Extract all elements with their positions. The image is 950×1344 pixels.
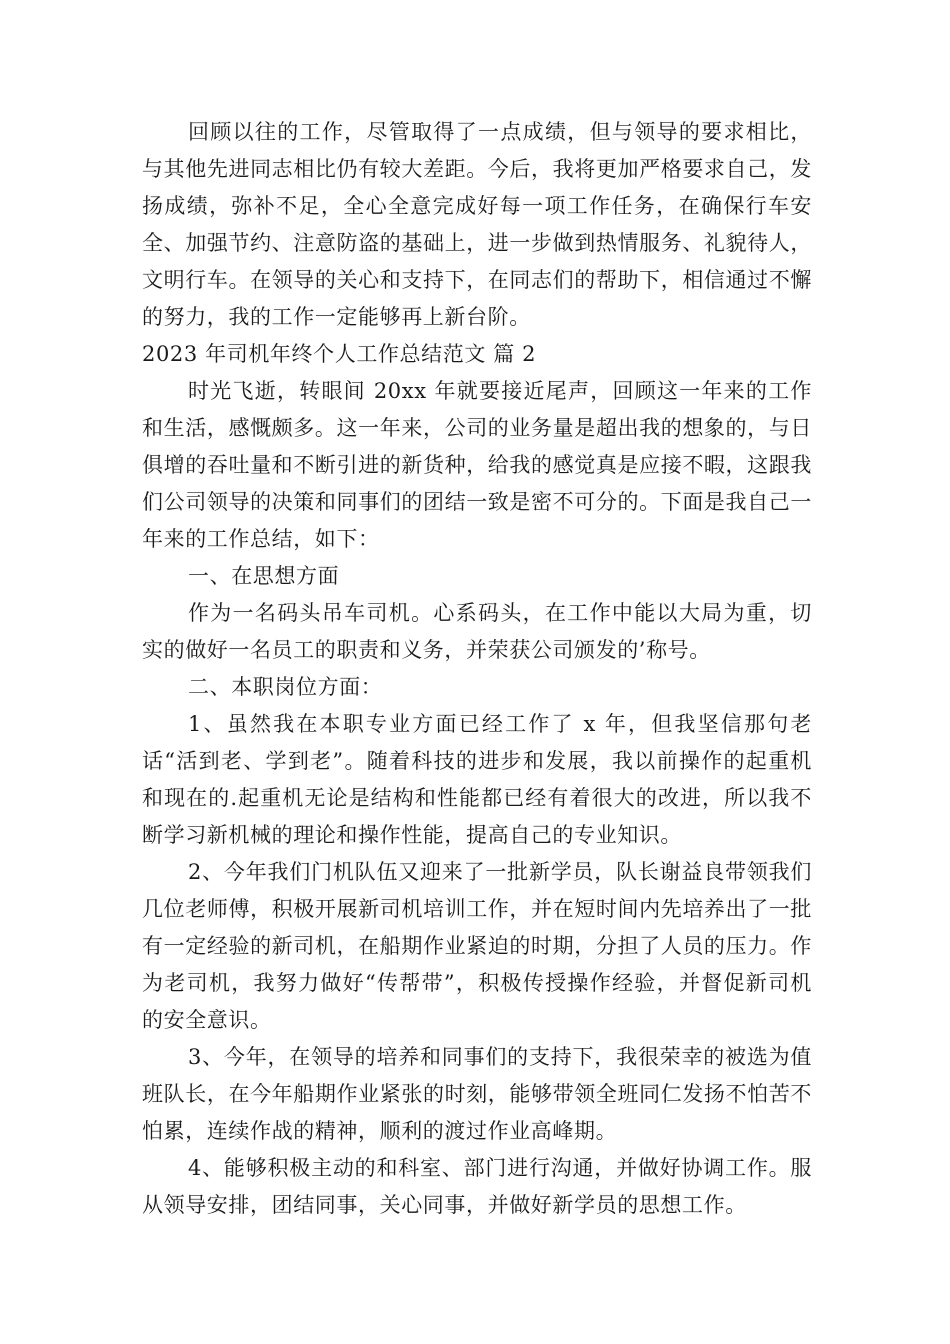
paragraph-intro: 时光飞逝，转眼间 20xx 年就要接近尾声，回顾这一年来的工作和生活，感慨颇多。这一年来，公司的业务量是超出我的想象的，与日俱增的吞吐量和不断引进的新货种，给我的感觉真是应接不暇，这跟我们公司领导的决策和同事们的团结一致是密不可分的。下面是我自己一年来的工作总结，如下： xyxy=(142,379,812,551)
article-title: 2023 年司机年终个人工作总结范文 篇 2 xyxy=(142,342,537,366)
paragraph-item-1: 1、虽然我在本职专业方面已经工作了 x 年，但我坚信那句老话“活到老、学到老”。随着科技的进步和发展，我以前操作的起重机和现在的.起重机无论是结构和性能都已经有着很大的改进，所以我不断学习新机械的理论和操作性能，提高自己的专业知识。 xyxy=(142,712,812,847)
paragraph-thought: 作为一名码头吊车司机。心系码头，在工作中能以大局为重，切实的做好一名员工的职责和义务，并荣获公司颁发的’称号。 xyxy=(142,601,812,662)
paragraph-item-2: 2、今年我们门机队伍又迎来了一批新学员，队长谢益良带领我们几位老师傅，积极开展新司机培训工作，并在短时间内先培养出了一批有一定经验的新司机，在船期作业紧迫的时期，分担了人员的压力。作为老司机，我努力做好“传帮带”，积极传授操作经验，并督促新司机的安全意识。 xyxy=(142,860,812,1032)
document-body xyxy=(142,114,812,1224)
paragraph-review: 回顾以往的工作，尽管取得了一点成绩，但与领导的要求相比，与其他先进同志相比仍有较大差距。今后，我将更加严格要求自己，发扬成绩，弥补不足，全心全意完成好每一项工作任务，在确保行车安全、加强节约、注意防盗的基础上，进一步做到热情服务、礼貌待人，文明行车。在领导的关心和支持下，在同志们的帮助下，相信通过不懈的努力，我的工作一定能够再上新台阶。 xyxy=(142,120,812,329)
paragraph-item-3: 3、今年，在领导的培养和同事们的支持下，我很荣幸的被选为值班队长，在今年船期作业紧张的时刻，能够带领全班同仁发扬不怕苦不怕累，连续作战的精神，顺利的渡过作业高峰期。 xyxy=(142,1045,812,1143)
section-heading-thought: 一、在思想方面 xyxy=(188,564,340,588)
paragraph-item-4: 4、能够积极主动的和科室、部门进行沟通，并做好协调工作。服从领导安排，团结同事，关心同事，并做好新学员的思想工作。 xyxy=(142,1156,812,1217)
section-heading-position: 二、本职岗位方面： xyxy=(188,675,383,699)
